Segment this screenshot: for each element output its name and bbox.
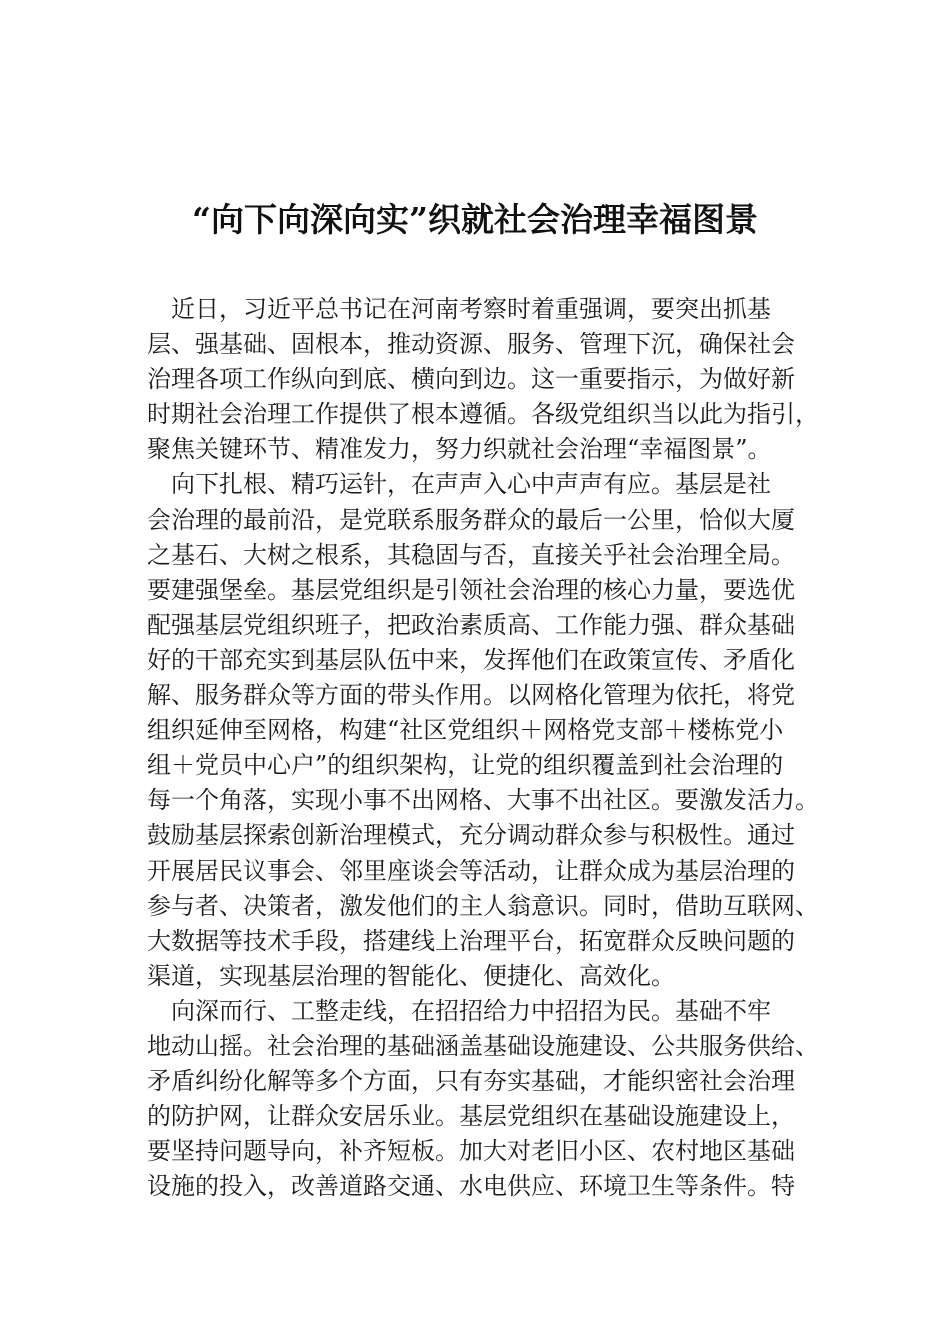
paragraph-line: 地动山摇。社会治理的基础涵盖基础设施建设、公共服务供给、 <box>147 1031 819 1060</box>
paragraph-first-line: 向下扎根、精巧运针，在声声入心中声声有应。基层是社 <box>171 470 771 499</box>
paragraph-line: 会治理的最前沿，是党联系服务群众的最后一公里，恰似大厦 <box>147 505 795 534</box>
paragraph-line: 好的干部充实到基层队伍中来，发挥他们在政策宣传、矛盾化 <box>147 645 795 674</box>
paragraph-line: 层、强基础、固根本，推动资源、服务、管理下沉，确保社会 <box>147 330 795 359</box>
paragraph-line: 之基石、大树之根系，其稳固与否，直接关乎社会治理全局。 <box>147 540 795 569</box>
paragraph-first-line: 近日，习近平总书记在河南考察时着重强调，要突出抓基 <box>171 295 771 323</box>
paragraph-line: 设施的投入，改善道路交通、水电供应、环境卫生等条件。特 <box>147 1172 795 1201</box>
document-body <box>147 292 847 1204</box>
paragraph-line: 聚焦关键环节、精准发力，努力织就社会治理“幸福图景”。 <box>147 435 772 464</box>
paragraph-line: 矛盾纠纷化解等多个方面，只有夯实基础，才能织密社会治理 <box>147 1067 795 1096</box>
paragraph-first-line: 向深而行、工整走线，在招招给力中招招为民。基础不牢 <box>171 996 771 1025</box>
paragraph-line: 时期社会治理工作提供了根本遵循。各级党组织当以此为指引， <box>147 400 819 429</box>
paragraph-line: 要建强堡垒。基层党组织是引领社会治理的核心力量，要选优 <box>147 575 795 604</box>
document-title: “向下向深向实”织就社会治理幸福图景 <box>192 200 758 239</box>
paragraph-line: 配强基层党组织班子，把政治素质高、工作能力强、群众基础 <box>147 610 795 639</box>
paragraph-line: 要坚持问题导向，补齐短板。加大对老旧小区、农村地区基础 <box>147 1137 795 1166</box>
paragraph-line: 组织延伸至网格，构建“社区党组织＋网格党支部＋楼栋党小 <box>147 716 784 745</box>
paragraph-line: 每一个角落，实现小事不出网格、大事不出社区。要激发活力。 <box>147 786 819 815</box>
paragraph-line: 治理各项工作纵向到底、横向到边。这一重要指示，为做好新 <box>147 365 795 394</box>
paragraph-line: 参与者、决策者，激发他们的主人翁意识。同时，借助互联网、 <box>147 891 819 920</box>
paragraph-line: 的防护网，让群众安居乐业。基层党组织在基础设施建设上， <box>147 1102 795 1131</box>
paragraph-line: 开展居民议事会、邻里座谈会等活动，让群众成为基层治理的 <box>147 856 795 885</box>
paragraph-line: 鼓励基层探索创新治理模式，充分调动群众参与积极性。通过 <box>147 821 795 850</box>
paragraph-line: 组＋党员中心户”的组织架构，让党的组织覆盖到社会治理的 <box>147 751 784 780</box>
paragraph-line: 大数据等技术手段，搭建线上治理平台，拓宽群众反映问题的 <box>147 926 795 955</box>
paragraph-line: 解、服务群众等方面的带头作用。以网格化管理为依托，将党 <box>147 681 795 710</box>
paragraph-line: 渠道，实现基层治理的智能化、便捷化、高效化。 <box>147 961 675 990</box>
